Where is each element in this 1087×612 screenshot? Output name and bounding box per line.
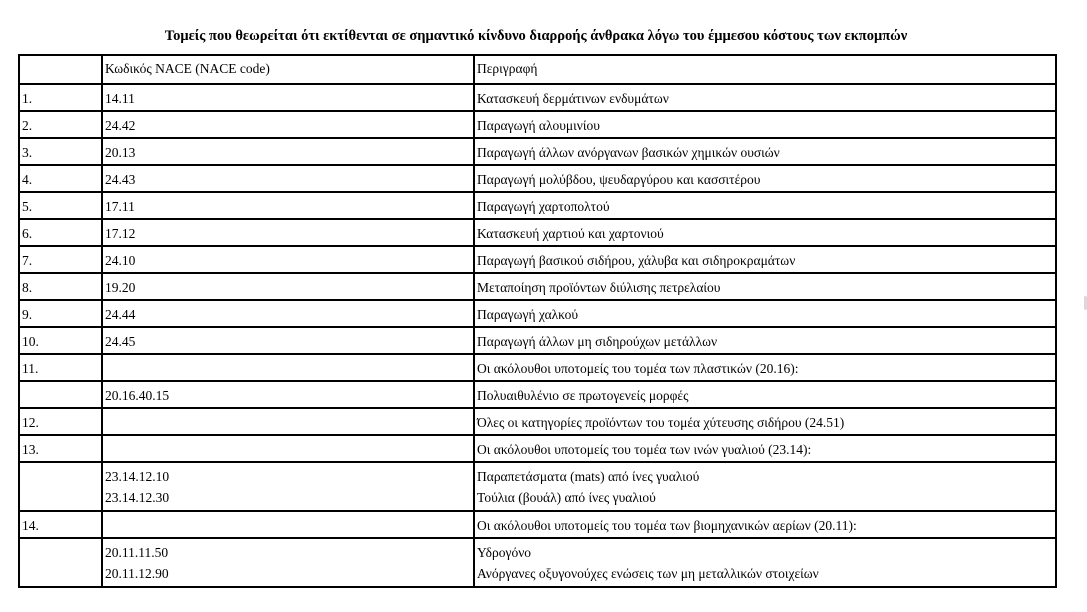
row-number-cell: 4. [19, 165, 102, 192]
description-text: Παραπετάσματα (mats) από ίνες γυαλιού [477, 469, 700, 484]
nace-code-cell [102, 435, 474, 462]
nace-code: 17.11 [105, 199, 135, 214]
nace-code-cell [102, 381, 474, 408]
nace-code: 24.42 [105, 118, 136, 133]
nace-code-cell [102, 462, 474, 511]
table-row [19, 246, 1056, 273]
table-row [19, 408, 1056, 435]
row-number-cell: 11. [19, 354, 102, 381]
description-text: Παραγωγή μολύβδου, ψευδαργύρου και κασσιτέρου [477, 172, 761, 187]
nace-code-cell [102, 246, 474, 273]
nace-code: 24.10 [105, 253, 136, 268]
description-cell [474, 111, 1056, 138]
row-number-cell: 5. [19, 192, 102, 219]
description-cell [474, 300, 1056, 327]
nace-code-cell [102, 84, 474, 111]
row-number-cell [19, 462, 102, 511]
description-text: Πολυαιθυλένιο σε πρωτογενείς μορφές [477, 388, 689, 403]
description-cell [474, 138, 1056, 165]
nace-code: 24.43 [105, 172, 136, 187]
table-row [19, 165, 1056, 192]
row-number-cell: 13. [19, 435, 102, 462]
header-number-cell [19, 55, 102, 84]
row-number-cell: 2. [19, 111, 102, 138]
description-text: Παραγωγή βασικού σιδήρου, χάλυβα και σιδηροκραμάτων [477, 253, 796, 268]
description-cell [474, 462, 1056, 511]
nace-code-cell [102, 511, 474, 538]
nace-code: 20.11.12.90 [105, 566, 169, 581]
table-row [19, 300, 1056, 327]
row-number-cell: 7. [19, 246, 102, 273]
description-text: Παραγωγή χαλκού [477, 307, 579, 322]
nace-code: 20.11.11.50 [105, 545, 169, 560]
nace-code: 23.14.12.10 [105, 469, 170, 484]
nace-code-cell [102, 538, 474, 587]
table-row [19, 462, 1056, 511]
row-number-cell: 9. [19, 300, 102, 327]
description-cell [474, 84, 1056, 111]
table-row [19, 84, 1056, 111]
nace-code-cell [102, 138, 474, 165]
nace-code: 14.11 [105, 91, 135, 106]
description-cell [474, 354, 1056, 381]
nace-code: 24.45 [105, 334, 136, 349]
description-cell [474, 511, 1056, 538]
nace-code: 19.20 [105, 280, 136, 295]
nace-code-cell [102, 300, 474, 327]
nace-code-cell [102, 408, 474, 435]
description-cell [474, 327, 1056, 354]
description-text: Παραγωγή αλουμινίου [477, 118, 600, 133]
description-text: Τούλια (βουάλ) από ίνες γυαλιού [477, 490, 656, 505]
header-description-cell: Περιγραφή [474, 55, 1056, 84]
description-text: Παραγωγή άλλων μη σιδηρούχων μετάλλων [477, 334, 718, 349]
nace-code: 20.13 [105, 145, 136, 160]
description-cell [474, 246, 1056, 273]
page-title: Τομείς που θεωρείται ότι εκτίθενται σε σημαντικό κίνδυνο διαρροής άνθρακα λόγω του έμμεσου κόστους των εκπομπών [164, 28, 908, 44]
row-number-cell: 10. [19, 327, 102, 354]
nace-code-cell [102, 111, 474, 138]
description-text: Οι ακόλουθοι υποτομείς του τομέα των βιομηχανικών αερίων (20.11): [477, 518, 857, 533]
description-text: Ανόργανες οξυγονούχες ενώσεις των μη μεταλλικών στοιχείων [477, 566, 819, 581]
table-row [19, 273, 1056, 300]
table-row [19, 381, 1056, 408]
row-number-cell: 3. [19, 138, 102, 165]
row-number-cell: 14. [19, 511, 102, 538]
description-cell [474, 435, 1056, 462]
table-body [19, 55, 1056, 587]
table-row [19, 192, 1056, 219]
nace-code: 24.44 [105, 307, 136, 322]
description-text: Παραγωγή χαρτοπολτού [477, 199, 610, 214]
nace-code: 20.16.40.15 [105, 388, 170, 403]
description-text: Όλες οι κατηγορίες προϊόντων του τομέα χύτευσης σιδήρου (24.51) [477, 415, 845, 430]
table-row [19, 511, 1056, 538]
description-text: Υδρογόνο [477, 545, 532, 560]
table-row [19, 354, 1056, 381]
description-cell [474, 192, 1056, 219]
description-text: Οι ακόλουθοι υποτομείς του τομέα των ινών γυαλιού (23.14): [477, 442, 812, 457]
description-text: Παραγωγή άλλων ανόργανων βασικών χημικών ουσιών [477, 145, 780, 160]
description-cell [474, 219, 1056, 246]
row-number-cell: 12. [19, 408, 102, 435]
nace-code-cell [102, 192, 474, 219]
nace-code-cell [102, 327, 474, 354]
table-header-row [19, 55, 1056, 84]
row-number-cell [19, 538, 102, 587]
nace-code-cell [102, 165, 474, 192]
table-row [19, 111, 1056, 138]
header-nace-code-cell: Κωδικός NACE (NACE code) [102, 55, 474, 84]
table-row [19, 219, 1056, 246]
row-number-cell: 8. [19, 273, 102, 300]
description-text: Μεταποίηση προϊόντων διύλισης πετρελαίου [477, 280, 721, 295]
table-row [19, 138, 1056, 165]
table-row [19, 435, 1056, 462]
description-text: Κατασκευή χαρτιού και χαρτονιού [477, 226, 664, 241]
row-number-cell: 6. [19, 219, 102, 246]
table-row [19, 327, 1056, 354]
description-cell [474, 408, 1056, 435]
nace-code-cell [102, 219, 474, 246]
row-number-cell [19, 381, 102, 408]
nace-sector-table [18, 54, 1057, 588]
description-cell [474, 381, 1056, 408]
row-number-cell: 1. [19, 84, 102, 111]
nace-code-cell [102, 354, 474, 381]
description-text: Οι ακόλουθοι υποτομείς του τομέα των πλαστικών (20.16): [477, 361, 799, 376]
nace-code: 17.12 [105, 226, 136, 241]
table-row [19, 538, 1056, 587]
description-text: Κατασκευή δερμάτινων ενδυμάτων [477, 91, 669, 106]
description-cell [474, 165, 1056, 192]
nace-code-cell [102, 273, 474, 300]
nace-code: 23.14.12.30 [105, 490, 170, 505]
description-cell [474, 273, 1056, 300]
description-cell [474, 538, 1056, 587]
